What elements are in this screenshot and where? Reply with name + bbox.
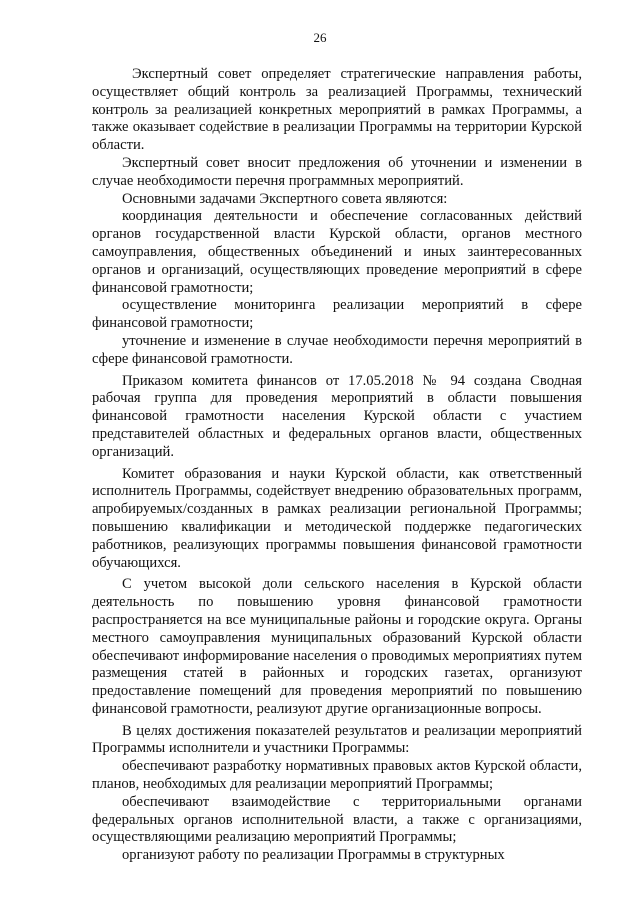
document-body [92, 66, 582, 865]
paragraph-task-clarification: уточнение и изменение в случае необходимости перечня мероприятий в сфере финансовой грамотности. [92, 332, 582, 367]
paragraph-legal-acts: обеспечивают разработку нормативных правовых актов Курской области, планов, необходимых для реализации мероприятий Программы; [92, 758, 582, 793]
paragraph-organize-work: организуют работу по реализации Программы в структурных [122, 847, 505, 864]
paragraph-finance-committee-order: Приказом комитета финансов от 17.05.2018 № 94 создана Сводная рабочая группа для проведения мероприятий в области повышения финансовой грамотности населения Курской области с участием представителей областных и федеральных органов власти, общественных организаций. [92, 372, 582, 460]
page-number: 26 [313, 30, 327, 45]
paragraph-expert-council-proposals: Экспертный совет вносит предложения об уточнении и изменении в случае необходимости перечня программных мероприятий. [92, 154, 582, 189]
paragraph-education-committee: Комитет образования и науки Курской области, как ответственный исполнитель Программы, содействует внедрению образовательных программ, апробируемых/созданных в рамках реализации региональной Программы; повышению квалификации и методической поддержке педагогических работников, реализующих программы повышения финансовой грамотности обучающихся. [92, 465, 582, 571]
paragraph-expert-council-role: Экспертный совет определяет стратегические направления работы, осуществляет общий контроль за реализацией Программы, технический контроль за реализацией конкретных мероприятий в рамках Программы, а также оказывает содействие в реализации Программы на территории Курской области. [92, 66, 582, 154]
paragraph-task-monitoring: осуществление мониторинга реализации мероприятий в сфере финансовой грамотности; [92, 297, 582, 332]
paragraph-main-tasks-intro: Основными задачами Экспертного совета являются: [122, 190, 448, 207]
paragraph-task-coordination: координация деятельности и обеспечение согласованных действий органов государственной власти Курской области, органов местного самоуправления, общественных объединений и иных заинтересованных органов и организаций, осуществляющих проведение мероприятий в сфере финансовой грамотности; [92, 208, 582, 296]
paragraph-interaction: обеспечивают взаимодействие с территориальными органами федеральных органов исполнительной власти, а также с организациями, осуществляющими реализацию мероприятий Программы; [92, 793, 582, 846]
paragraph-executors-intro: В целях достижения показателей результатов и реализации мероприятий Программы исполнители и участники Программы: [92, 722, 582, 757]
paragraph-rural-population: С учетом высокой доли сельского населения в Курской области деятельность по повышению уровня финансовой грамотности распространяется на все муниципальные районы и городские округа. Органы местного самоуправления муниципальных образований Курской области обеспечивают информирование населения о проводимых мероприятиях путем размещения статей в районных и городских газетах, организуют предоставление помещений для проведения мероприятий по повышению финансовой грамотности, реализуют другие организационные вопросы. [92, 576, 582, 717]
